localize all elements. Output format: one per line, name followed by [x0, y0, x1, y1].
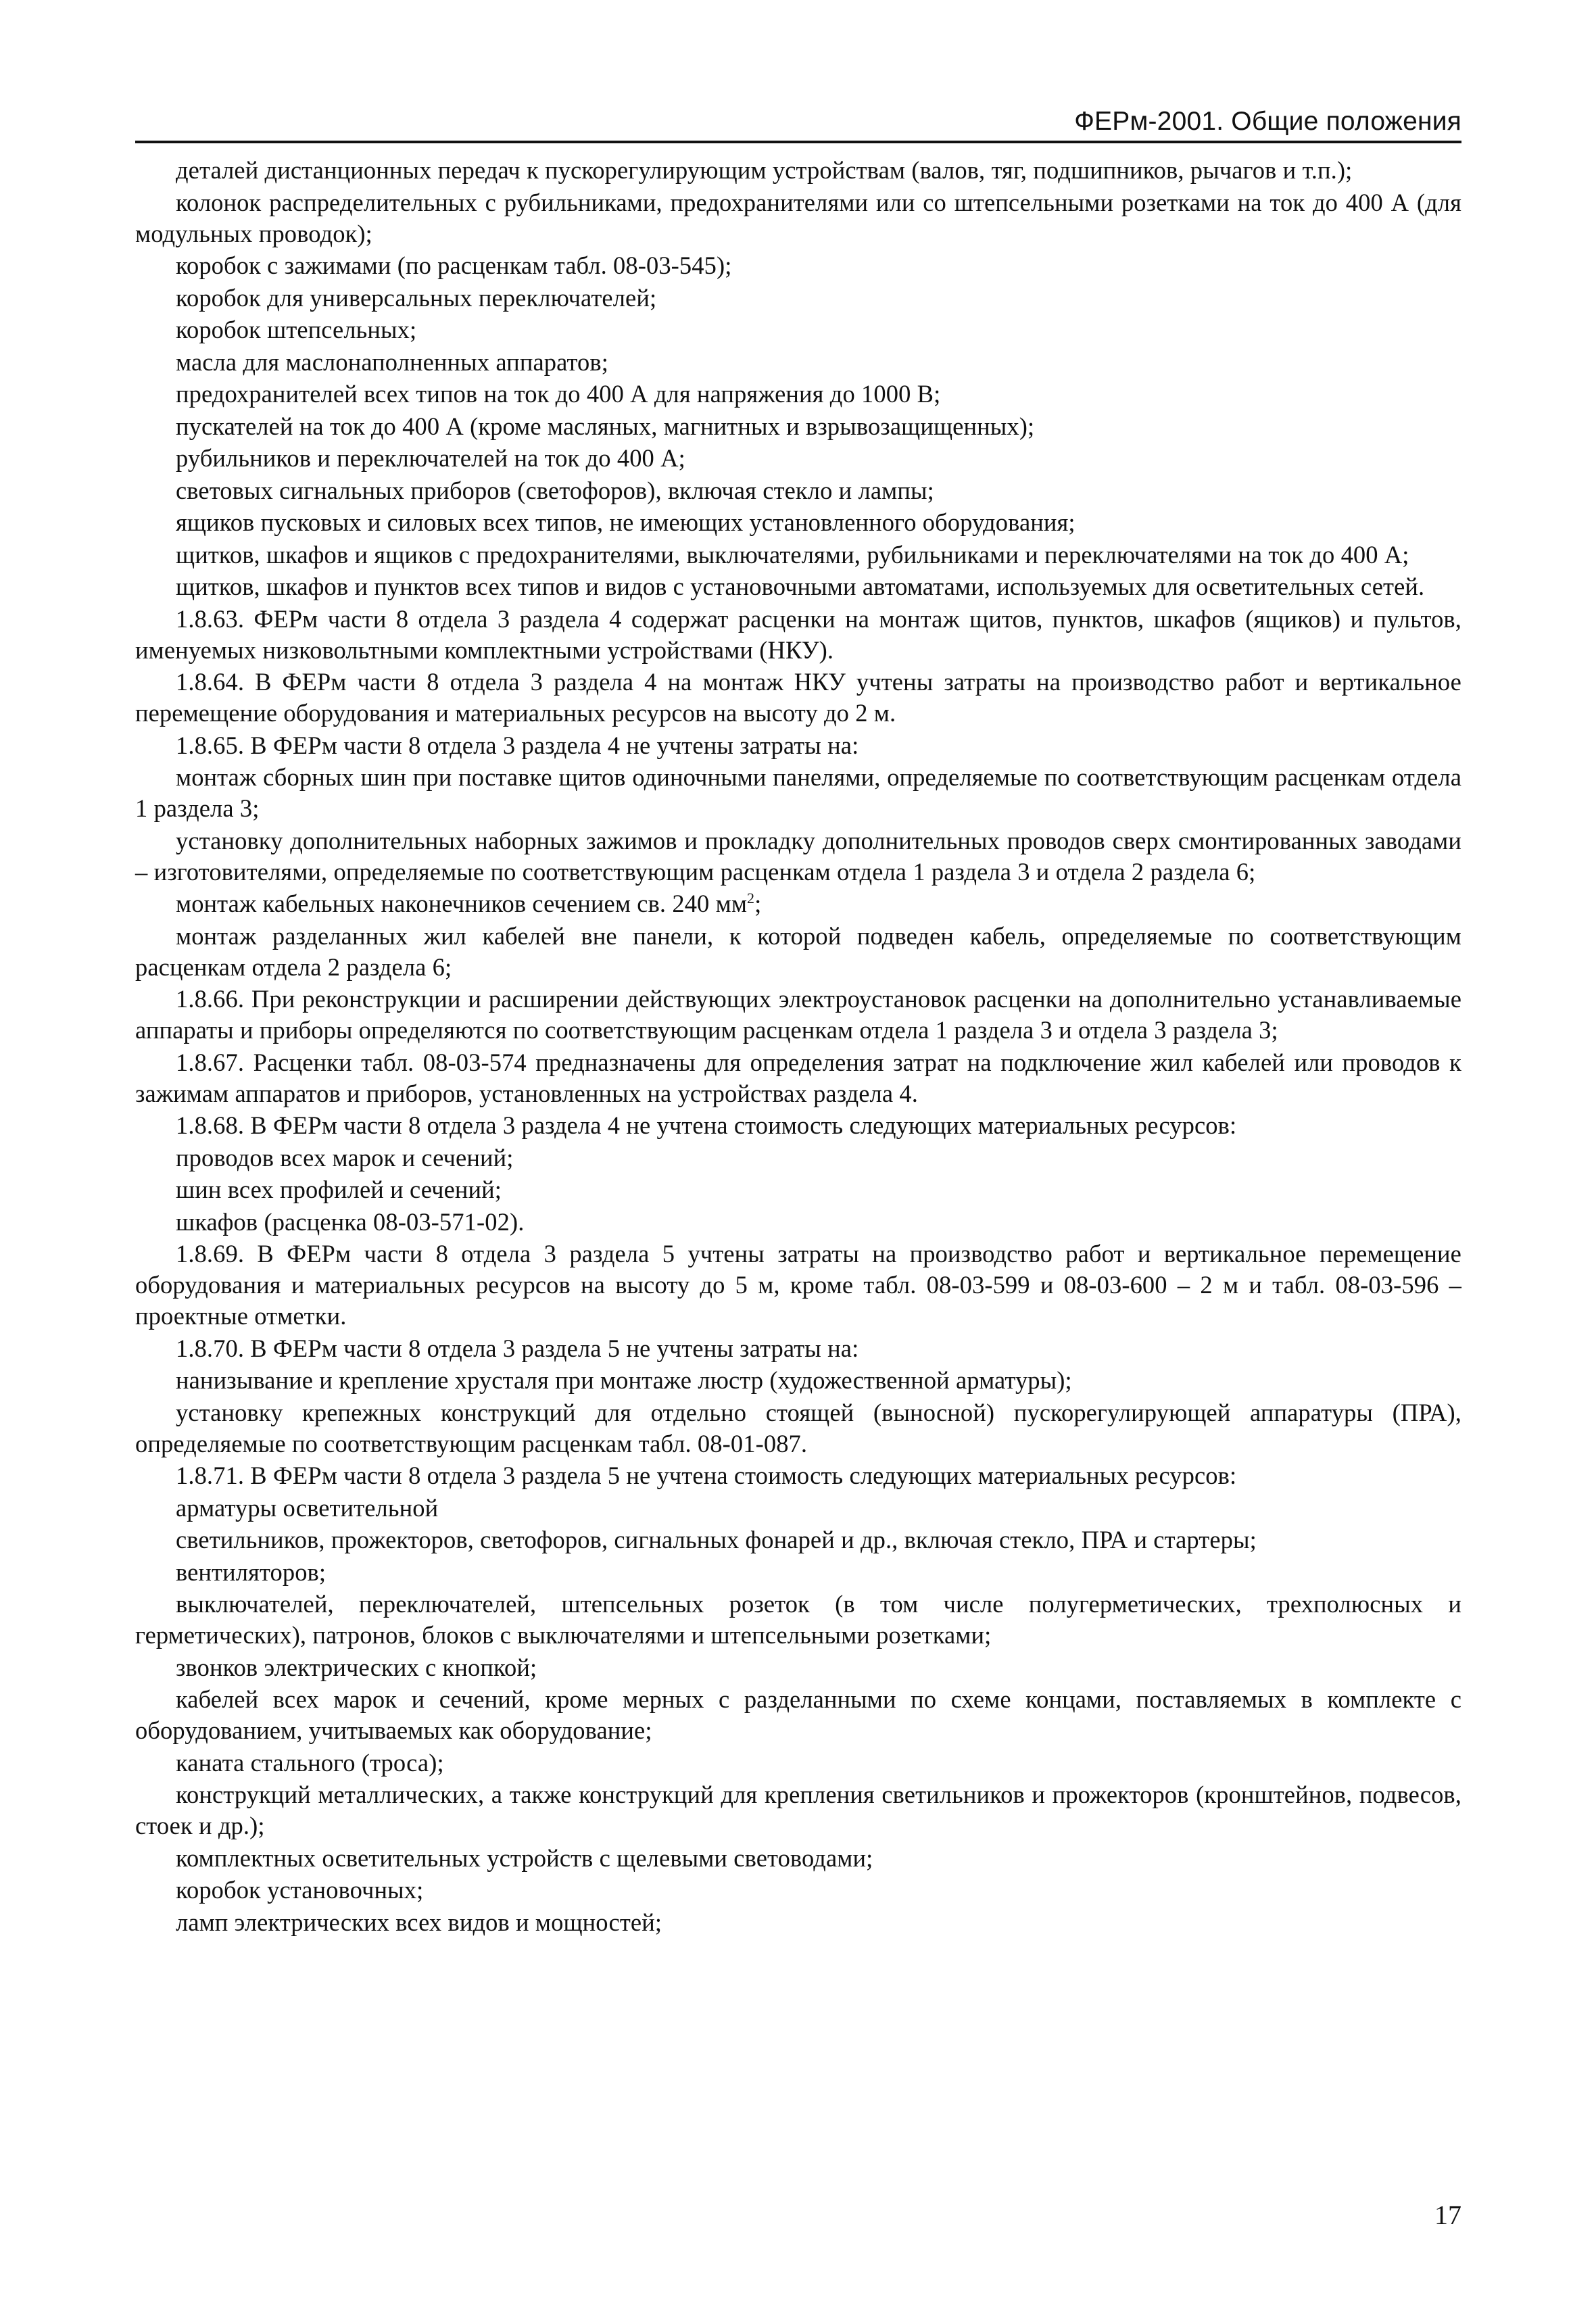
paragraph: ламп электрических всех видов и мощностей; — [176, 1908, 662, 1936]
paragraph: монтаж сборных шин при поставке щитов одиночными панелями, определяемые по соответствующим расценкам отдела 1 раздела 3; — [135, 763, 1461, 822]
paragraph: каната стального (троса); — [176, 1748, 444, 1777]
paragraph: звонков электрических с кнопкой; — [176, 1653, 537, 1681]
clause-paragraph: 1.8.68. В ФЕРм части 8 отдела 3 раздела 4 не учтена стоимость следующих материальных ресурсов: — [176, 1111, 1237, 1139]
clause-paragraph: 1.8.66. При реконструкции и расширении действующих электроустановок расценки на дополнительно устанавливаемые аппараты и приборы определяются по соответствующим расценкам отдела 1 раздела 3 и отдела 3 раздела 3; — [135, 985, 1461, 1044]
paragraph: предохранителей всех типов на ток до 400 А для напряжения до 1000 В; — [176, 380, 941, 408]
paragraph: деталей дистанционных передач к пускорегулирующим устройствам (валов, тяг, подшипников, рычагов и т.п.); — [176, 156, 1353, 184]
paragraph: монтаж разделанных жил кабелей вне панели, к которой подведен кабель, определяемые по соответствующим расценкам отдела 2 раздела 6; — [135, 921, 1461, 981]
paragraph: колонок распределительных с рубильниками, предохранителями или со штепсельными розетками на ток до 400 А (для модульных проводок); — [135, 188, 1461, 247]
clause-paragraph: 1.8.63. ФЕРм части 8 отдела 3 раздела 4 содержат расценки на монтаж щитов, пунктов, шкафов (ящиков) и пультов, именуемых низковольтными комплектными устройствами (НКУ). — [135, 604, 1461, 664]
clause-paragraph: 1.8.69. В ФЕРм части 8 отдела 3 раздела 5 учтены затраты на производство работ и вертикальное перемещение оборудования и материальных ресурсов на высоту до 5 м, кроме табл. 08-03-599 и 08-03-600 – 2 м и табл. 08-03-596 – проектные отметки. — [135, 1240, 1461, 1330]
paragraph: выключателей, переключателей, штепсельных розеток (в том числе полугерметических, трехполюсных и герметических), патронов, блоков с выключателями и штепсельными розетками; — [135, 1590, 1461, 1649]
clause-paragraph: 1.8.70. В ФЕРм части 8 отдела 3 раздела 5 не учтены затраты на: — [176, 1334, 859, 1362]
paragraph: масла для маслонаполненных аппаратов; — [176, 347, 608, 376]
paragraph: коробок для универсальных переключателей; — [176, 283, 657, 312]
clause-paragraph: 1.8.65. В ФЕРм части 8 отдела 3 раздела 4 не учтены затраты на: — [176, 731, 859, 759]
paragraph-cable-lugs — [135, 888, 1461, 919]
paragraph: шкафов (расценка 08-03-571-02). — [176, 1207, 525, 1236]
paragraph: коробок установочных; — [176, 1876, 424, 1904]
clause-paragraph: 1.8.67. Расценки табл. 08-03-574 предназначены для определения затрат на подключение жил кабелей или проводов к зажимам аппаратов и приборов, установленных на устройствах раздела 4. — [135, 1048, 1461, 1107]
clause-paragraph: 1.8.71. В ФЕРм части 8 отдела 3 раздела 5 не учтена стоимость следующих материальных ресурсов: — [176, 1462, 1237, 1489]
cable-lugs-suffix: ; — [754, 890, 762, 917]
paragraph: арматуры осветительной — [176, 1493, 439, 1522]
clause-paragraph: 1.8.64. В ФЕРм части 8 отдела 3 раздела 4 на монтаж НКУ учтены затраты на производство работ и вертикальное перемещение оборудования и материальных ресурсов на высоту до 2 м. — [135, 668, 1461, 727]
paragraph: коробок штепсельных; — [176, 316, 417, 343]
paragraph: светильников, прожекторов, светофоров, сигнальных фонарей и др., включая стекло, ПРА и стартеры; — [176, 1526, 1257, 1553]
paragraph: пускателей на ток до 400 А (кроме масляных, магнитных и взрывозащищенных); — [176, 412, 1035, 440]
page-header — [135, 100, 1461, 143]
paragraph: коробок с зажимами (по расценкам табл. 08-03-545); — [176, 251, 732, 279]
paragraph: комплектных осветительных устройств с щелевыми световодами; — [176, 1843, 873, 1872]
paragraph: рубильников и переключателей на ток до 400 А; — [176, 444, 685, 472]
paragraph: вентиляторов; — [176, 1558, 327, 1586]
paragraph: установку дополнительных наборных зажимов и прокладку дополнительных проводов сверх смонтированных заводами – изготовителями, определяемые по соответствующим расценкам отдела 1 раздела 3 и отдела 2 раздела 6; — [135, 826, 1461, 886]
page-number: 17 — [1434, 2200, 1461, 2230]
paragraph: конструкций металлических, а также конструкций для крепления светильников и прожекторов (кронштейнов, подвесов, стоек и др.); — [135, 1781, 1461, 1839]
paragraph: нанизывание и крепление хрусталя при монтаже люстр (художественной арматуры); — [176, 1366, 1072, 1394]
page-header-title: ФЕРм-2001. Общие положения — [1074, 107, 1461, 136]
cable-lugs-text: монтаж кабельных наконечников сечением св. 240 мм — [176, 890, 748, 917]
paragraph: щитков, шкафов и пунктов всех типов и видов с установочными автоматами, используемых для осветительных сетей. — [176, 573, 1425, 600]
paragraph: шин всех профилей и сечений; — [176, 1176, 502, 1203]
paragraph: установку крепежных конструкций для отдельно стоящей (выносной) пускорегулирующей аппаратуры (ПРА), определяемые по соответствующим расценкам табл. 08-01-087. — [135, 1398, 1461, 1457]
paragraph: щитков, шкафов и ящиков с предохранителями, выключателями, рубильниками и переключателями на ток до 400 А; — [176, 540, 1409, 569]
paragraph: кабелей всех марок и сечений, кроме мерных с разделанными по схеме концами, поставляемых в комплекте с оборудованием, учитываемых как оборудование; — [135, 1685, 1461, 1744]
paragraph: световых сигнальных приборов (светофоров), включая стекло и лампы; — [176, 476, 934, 504]
paragraph: ящиков пусковых и силовых всех типов, не имеющих установленного оборудования; — [176, 508, 1075, 536]
paragraph: проводов всех марок и сечений; — [176, 1143, 514, 1172]
superscript: 2 — [747, 889, 755, 907]
page-body — [135, 155, 1461, 1939]
